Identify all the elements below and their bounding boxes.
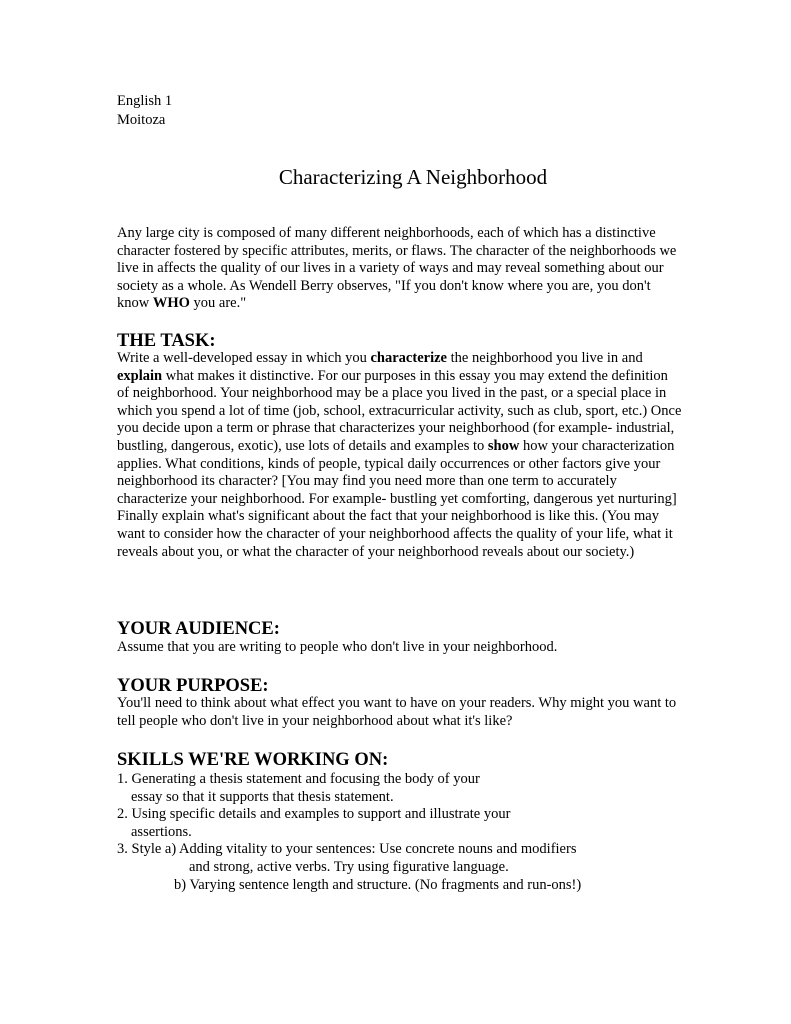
skill-item-3b: b) Varying sentence length and structure. (No fragments and run-ons!) — [174, 876, 582, 893]
intro-paragraph — [117, 225, 682, 313]
task-heading: THE TASK: — [117, 331, 216, 351]
skills-list — [117, 771, 677, 894]
document-header — [117, 92, 172, 130]
skill-item-2-cont: assertions. — [131, 823, 192, 840]
purpose-paragraph: You'll need to think about what effect you want to have on your readers. Why might you want to tell people who don't live in your neighborhood about what it's like? — [117, 695, 677, 729]
intro-bold-who: WHO — [152, 295, 190, 312]
task-bold-characterize: characterize — [370, 350, 447, 366]
intro-text-2: you are." — [189, 295, 247, 312]
intro-text-1: Any large city is composed of many different neighborhoods, each of which has a distinctive character fostered by specific attributes, merits, or flaws. The character of the neighborhoods we live in affects the quality of our lives in a variety of ways and may reveal something about our society as a whole. As Wendell Berry observes, "If you don't know where you are, you don't know — [117, 225, 677, 312]
task-paragraph — [117, 350, 682, 561]
skill-item-3-cont: and strong, active verbs. Try using figurative language. — [189, 858, 509, 875]
task-text-3: what makes it distinctive. For our purposes in this essay you may extend the definition of neighborhood. Your neighborhood may be a place you lived in the past, or a special place in which you spend a lot of time (job, school, extracurricular activity, such as club, sport, etc.) Once you decide upon a term or phrase that characterizes your neighborhood (for example- industrial, bustling, dangerous, exotic), use lots of details and examples to — [117, 367, 682, 454]
purpose-heading: YOUR PURPOSE: — [117, 676, 269, 696]
teacher-name: Moitoza — [117, 112, 166, 128]
task-text-1: Write a well-developed essay in which you — [117, 350, 371, 366]
course-name: English 1 — [117, 93, 173, 109]
skills-heading: SKILLS WE'RE WORKING ON: — [117, 750, 389, 770]
skill-item-2: 2. Using specific details and examples to support and illustrate your — [117, 806, 511, 823]
skill-item-1-cont: essay so that it supports that thesis statement. — [131, 788, 394, 805]
skill-item-3: 3. Style a) Adding vitality to your sentences: Use concrete nouns and modifiers — [117, 841, 577, 858]
task-text-2: the neighborhood you live in and — [446, 350, 643, 366]
audience-paragraph: Assume that you are writing to people who don't live in your neighborhood. — [117, 639, 558, 655]
task-bold-show: show — [487, 437, 520, 454]
skill-item-1: 1. Generating a thesis statement and focusing the body of your — [117, 771, 480, 787]
document-title: Characterizing A Neighborhood — [278, 165, 548, 189]
audience-heading: YOUR AUDIENCE: — [117, 619, 280, 639]
task-bold-explain: explain — [117, 367, 163, 384]
task-text-4: how your characterization applies. What conditions, kinds of people, typical daily occurrences or other factors give your neighborhood its character? [You may find you need more than one term to accurately characterize your neighborhood. For example- bustling yet comforting, dangerous yet nurturing] Finally explain what's significant about the fact that your neighborhood is like this. (You may want to consider how the character of your neighborhood affects the quality of your life, what it reveals about you, or what the character of your neighborhood reveals about our society.) — [117, 437, 677, 560]
